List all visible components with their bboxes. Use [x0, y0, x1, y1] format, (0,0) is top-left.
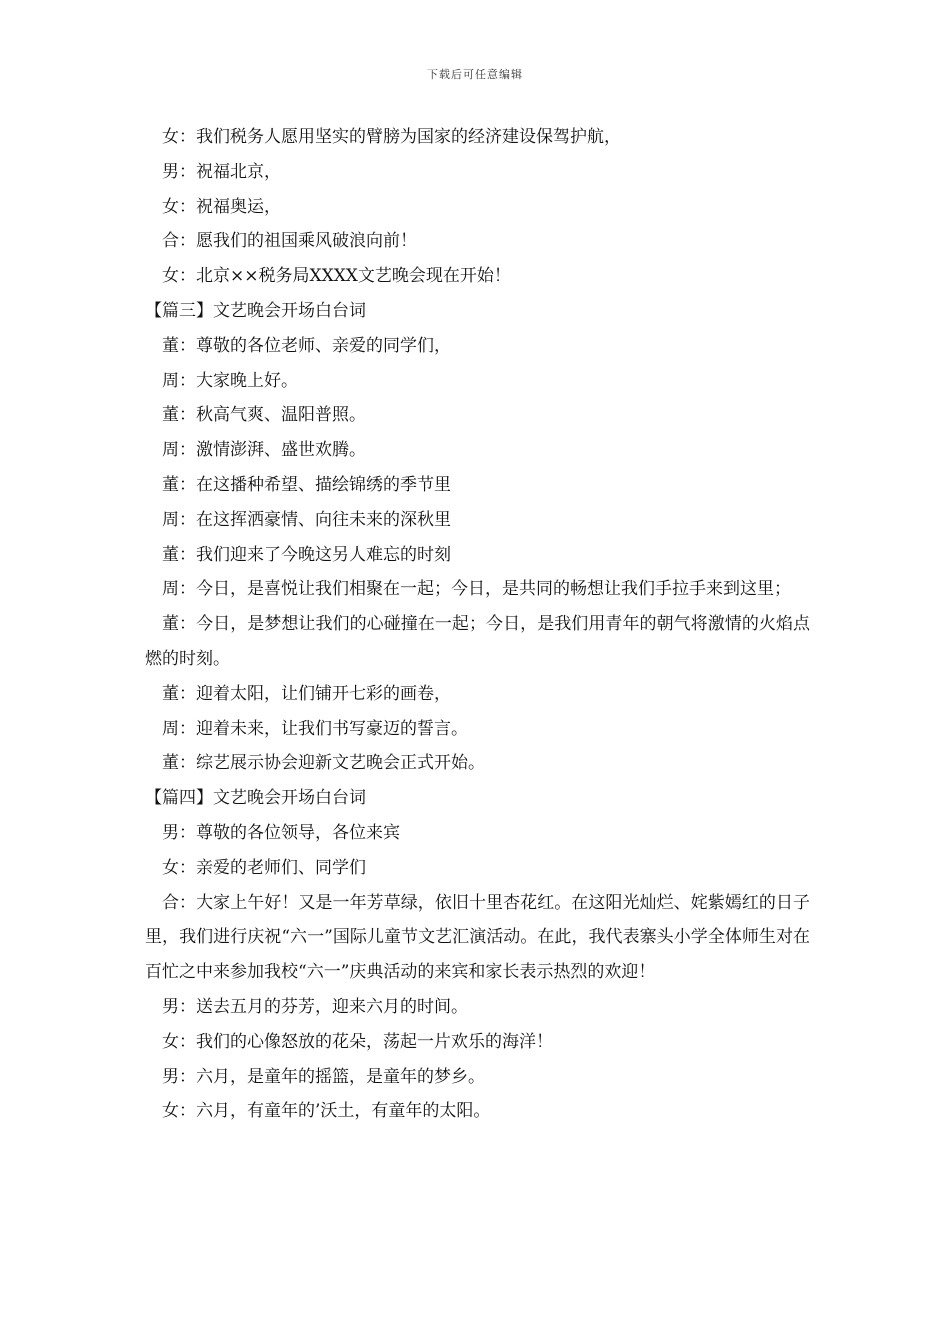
paragraph: 女：我们税务人愿用坚实的臂膀为国家的经济建设保驾护航， — [162, 127, 621, 147]
paragraph: 男：送去五月的芬芳，迎来六月的时间。 — [162, 996, 468, 1017]
paragraph: 周：在这挥洒豪情、向往未来的深秋里 — [162, 509, 451, 530]
paragraph: 周：今日，是喜悦让我们相聚在一起；今日，是共同的畅想让我们手拉手来到这里； — [162, 579, 791, 600]
paragraph: 董：秋高气爽、温阳普照。 — [162, 405, 366, 426]
paragraph: 周：大家晚上好。 — [162, 370, 298, 391]
paragraph: 合：大家上午好！又是一年芳草绿，依旧十里杏花红。在这阳光灿烂、姹紫嫣红的日子里，我们进行庆祝“六一”国际儿童节文艺汇演活动。在此，我代表寨头小学全体师生对在百忙之中来参加我校“六一”庆典活动的来宾和家长表示热烈的欢迎！ — [145, 892, 810, 983]
page-header-note: 下载后可任意编辑 — [427, 68, 523, 81]
paragraph: 女：六月，有童年的’沃土，有童年的太阳。 — [162, 1101, 491, 1122]
document-body — [145, 120, 810, 1129]
paragraph: 董：我们迎来了今晚这另人难忘的时刻 — [162, 544, 451, 565]
paragraph: 男：六月，是童年的摇篮，是童年的梦乡。 — [162, 1066, 485, 1087]
paragraph: 男：尊敬的各位领导，各位来宾 — [162, 822, 400, 843]
paragraph: 董：迎着太阳，让们铺开七彩的画卷， — [162, 683, 451, 704]
paragraph: 女：亲爱的老师们、同学们 — [162, 857, 366, 878]
paragraph: 女：祝福奥运， — [162, 196, 281, 217]
paragraph: 男：祝福北京， — [162, 161, 281, 182]
paragraph: 女：北京××税务局XXXX文艺晚会现在开始！ — [162, 266, 511, 287]
section-heading: 【篇四】文艺晚会开场白台词 — [145, 788, 366, 809]
paragraph: 董：综艺展示协会迎新文艺晚会正式开始。 — [162, 753, 485, 774]
paragraph: 女：我们的心像怒放的花朵，荡起一片欢乐的海洋！ — [162, 1031, 553, 1052]
paragraph: 董：在这播种希望、描绘锦绣的季节里 — [162, 474, 451, 495]
paragraph: 董：今日，是梦想让我们的心碰撞在一起；今日，是我们用青年的朝气将激情的火焰点燃的时刻。 — [145, 614, 810, 669]
paragraph: 周：激情澎湃、盛世欢腾。 — [162, 440, 366, 461]
section-heading: 【篇三】文艺晚会开场白台词 — [145, 300, 366, 321]
paragraph: 董：尊敬的各位老师、亲爱的同学们， — [162, 335, 451, 356]
paragraph: 周：迎着未来，让我们书写豪迈的誓言。 — [162, 718, 468, 739]
paragraph: 合：愿我们的祖国乘风破浪向前！ — [162, 231, 417, 252]
